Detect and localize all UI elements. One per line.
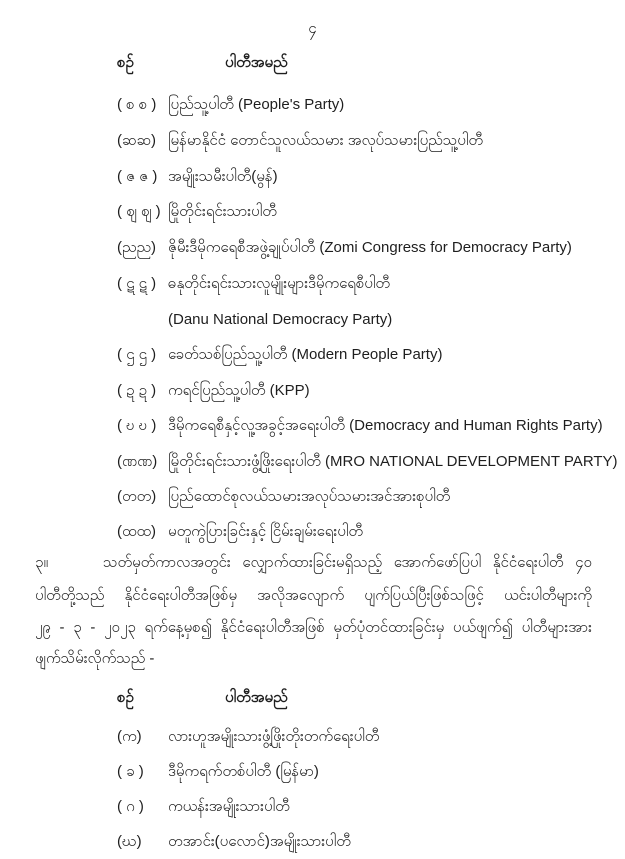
row-serial-label: ( ဍ ဍ ) [117, 382, 157, 399]
party-list-row [117, 378, 605, 404]
section1-header-party-name: ပါတီအမည် [225, 54, 288, 71]
row-party-name: ခေတ်သစ်ပြည်သူ့ပါတီ (Modern People Party) [168, 346, 443, 363]
row-serial-label: ( ဂ ) [117, 798, 144, 815]
row-serial-label: ( ဌ ဌ ) [117, 346, 157, 363]
row-serial-label: (ဆဆ) [117, 132, 156, 149]
row-party-name: မတူကွဲပြားခြင်းနှင့် ငြိမ်းချမ်းရေးပါတီ [168, 523, 363, 540]
row-serial-label: (ညည) [117, 239, 156, 256]
section1-header-serial: စဉ် [117, 54, 134, 71]
section1-header [117, 50, 288, 76]
row-serial-label: ( ဈ ဈ ) [117, 203, 161, 220]
party-list-row [117, 235, 605, 261]
party-list-row [117, 128, 605, 154]
row-party-name-continuation: (Danu National Democracy Party) [168, 311, 393, 328]
party-list-row [117, 759, 605, 785]
page-number: ၄ [308, 20, 317, 37]
row-party-name: အမျိုးသမီးပါတီ(မွန်) [168, 168, 278, 185]
row-party-name: ပြည်သူ့ပါတီ (People's Party) [168, 96, 345, 113]
row-party-name: ဒီမိုကရက်တစ်ပါတီ (မြန်မာ) [168, 763, 319, 780]
row-serial-label: ( ခ ) [117, 763, 144, 780]
row-serial-label: ( ဋ ဋ ) [117, 275, 157, 292]
section2-header [117, 685, 288, 711]
row-party-name: ပြည်ထောင်စုလယ်သမားအလုပ်သမားအင်အားစုပါတီ [168, 488, 451, 505]
row-party-name: မြိုတိုင်းရင်းသားပါတီ [168, 203, 277, 220]
row-serial-label: (ဏဏ) [117, 453, 158, 470]
party-list-row [117, 829, 605, 855]
party-list-row [117, 519, 605, 545]
row-serial-label: ( ဎ ဎ ) [117, 417, 157, 434]
row-party-name: ကယန်းအမျိုးသားပါတီ [168, 798, 290, 815]
row-party-name: မြိုတိုင်းရင်းသားဖွံ့ဖြိုးရေးပါတီ (MRO NATIONAL DEVELOPMENT PARTY) [168, 453, 618, 470]
row-party-name: ဓနုတိုင်းရင်းသားလူမျိုးများဒီမိုကရေစီပါတီ [168, 275, 391, 292]
party-list-row [117, 724, 605, 750]
paragraph3-line: ပါတီတို့သည် နိုင်ငံရေးပါတီအဖြစ်မှ အလိုအလျောက် ပျက်ပြယ်ပြီးဖြစ်သဖြင့် ယင်းပါတီများကို [35, 587, 592, 604]
party-list-row [117, 449, 618, 475]
party-list-row [117, 342, 605, 368]
paragraph3-number: ၃။ [35, 554, 48, 571]
row-party-name: တအာင်း(ပလောင်)အမျိုးသားပါတီ [168, 833, 351, 850]
row-party-name: မြန်မာနိုင်ငံ တောင်သူလယ်သမား အလုပ်သမားပြည်သူ့ပါတီ [168, 132, 483, 149]
row-serial-label: ( စ စ ) [117, 96, 157, 113]
row-party-name: လားဟူအမျိုးသားဖွံ့ဖြိုးတိုးတက်ရေးပါတီ [168, 728, 380, 745]
party-list-row [117, 484, 605, 510]
section2-header-party-name: ပါတီအမည် [225, 689, 288, 706]
party-list-row [117, 164, 605, 190]
row-party-name: ဇိုမီးဒီမိုကရေစီအဖွဲ့ချုပ်ပါတီ (Zomi Congress for Democracy Party) [168, 239, 572, 256]
party-list-row [117, 199, 605, 225]
row-serial-label: (ဃ) [117, 833, 142, 850]
party-list-row [117, 413, 605, 439]
row-party-name: ဒီမိုကရေစီနှင့်လူ့အခွင့်အရေးပါတီ (Democracy and Human Rights Party) [168, 417, 603, 434]
paragraph3-line: ဖျက်သိမ်းလိုက်သည် - [35, 650, 155, 667]
party-list-row [117, 794, 605, 820]
row-party-name: ကရင်ပြည်သူ့ပါတီ (KPP) [168, 382, 310, 399]
party-list-row [117, 271, 605, 297]
row-serial-label: ( ဇ ဇ ) [117, 168, 158, 185]
section2-header-serial: စဉ် [117, 689, 134, 706]
paragraph3-line: ၂၉ - ၃ - ၂၀၂၃ ရက်နေ့မှစ၍ နိုင်ငံရေးပါတီအဖြစ် မှတ်ပုံတင်ထားခြင်းမှ ပယ်ဖျက်၍ ပါတီများအား [35, 619, 592, 636]
row-serial-label: (တတ) [117, 488, 157, 505]
party-list-row [117, 92, 605, 118]
row-serial-label: (က) [117, 728, 142, 745]
row-serial-label: (ထထ) [117, 523, 156, 540]
paragraph3-line: သတ်မှတ်ကာလအတွင်း လျှောက်ထားခြင်းမရှိသည့် အောက်ဖော်ပြပါ နိုင်ငံရေးပါတီ ၄၀ [103, 554, 592, 571]
